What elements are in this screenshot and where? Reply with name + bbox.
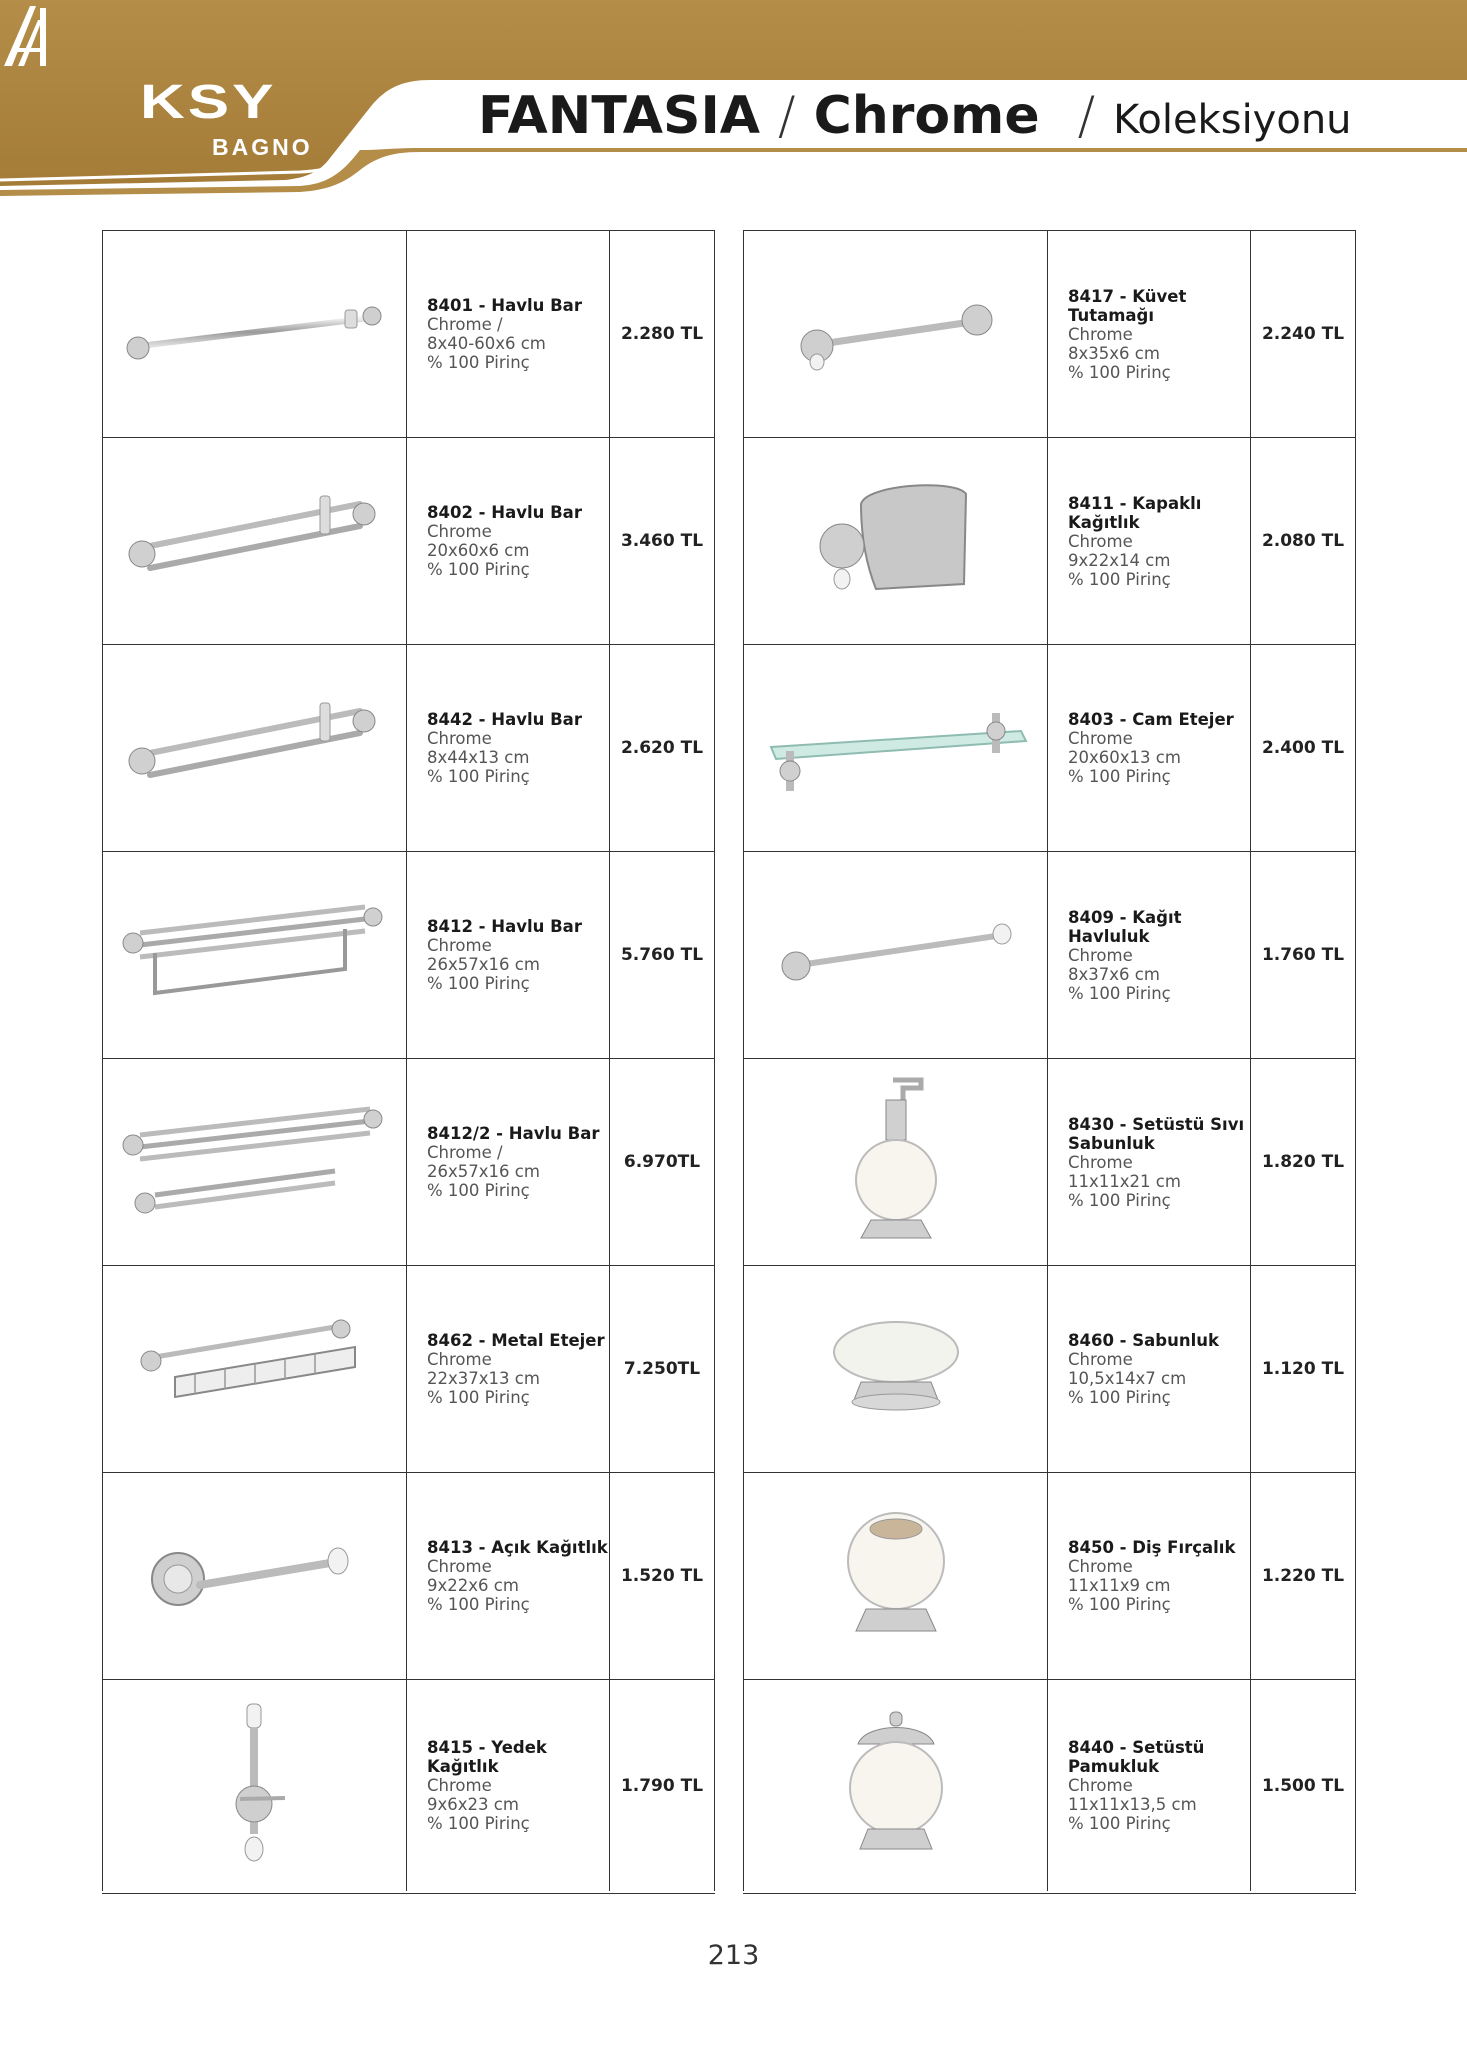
product-spec-line: Chrome bbox=[1068, 1152, 1133, 1172]
product-price: 3.460 TL bbox=[610, 438, 715, 644]
spare-paper-holder-icon bbox=[215, 1694, 295, 1878]
product-spec-line: % 100 Pirinç bbox=[427, 1814, 530, 1833]
product-name: 8411 - Kapaklı Kağıtlık bbox=[1068, 493, 1202, 532]
product-image-cell bbox=[743, 438, 1048, 644]
product-spec-line: Chrome bbox=[427, 1776, 492, 1795]
product-image-cell bbox=[102, 1473, 407, 1679]
brand-logo-a-icon bbox=[0, 0, 54, 72]
product-spec-line: Chrome / bbox=[427, 315, 503, 334]
title-finish: Chrome bbox=[813, 86, 1040, 146]
product-description-cell bbox=[407, 1680, 610, 1891]
product-description-cell bbox=[1048, 1473, 1251, 1679]
product-spec-line: 8x40-60x6 cm bbox=[427, 334, 546, 353]
product-image-cell bbox=[102, 1059, 407, 1265]
product-description-cell bbox=[407, 438, 610, 644]
product-row bbox=[743, 1473, 1356, 1680]
product-name: 8402 - Havlu Bar bbox=[427, 503, 582, 522]
product-name: 8413 - Açık Kağıtlık bbox=[427, 1538, 608, 1557]
product-spec-line: % 100 Pirinç bbox=[1068, 1388, 1171, 1407]
product-row bbox=[102, 438, 715, 645]
product-image-cell bbox=[102, 852, 407, 1058]
product-spec-line: % 100 Pirinç bbox=[427, 1388, 530, 1407]
product-spec-line: % 100 Pirinç bbox=[1068, 1190, 1171, 1210]
product-spec-line: 11x11x13,5 cm bbox=[1068, 1795, 1197, 1814]
metal-basket-shelf-icon bbox=[135, 1307, 375, 1431]
product-spec-line: Chrome bbox=[427, 522, 492, 541]
product-price: 5.760 TL bbox=[610, 852, 715, 1058]
towel-rack-double-icon bbox=[115, 1095, 395, 1229]
product-price: 2.620 TL bbox=[610, 645, 715, 851]
title-separator: / bbox=[1077, 86, 1096, 146]
product-spec-line: % 100 Pirinç bbox=[1068, 1595, 1171, 1614]
product-price: 2.280 TL bbox=[610, 231, 715, 437]
product-description-cell bbox=[1048, 231, 1251, 437]
product-spec-line: 11x11x9 cm bbox=[1068, 1576, 1171, 1595]
page-number: 213 bbox=[707, 1940, 760, 1971]
product-row bbox=[102, 1266, 715, 1473]
product-name: 8412 - Havlu Bar bbox=[427, 917, 582, 936]
product-price: 2.400 TL bbox=[1251, 645, 1356, 851]
product-image-cell bbox=[743, 852, 1048, 1058]
cotton-jar-icon bbox=[836, 1704, 956, 1868]
product-row bbox=[743, 1680, 1356, 1891]
product-spec-line: Chrome bbox=[1068, 531, 1133, 551]
product-spec-line: Chrome bbox=[1068, 1350, 1133, 1369]
product-spec-line: Chrome bbox=[1068, 1557, 1133, 1576]
product-price: 1.520 TL bbox=[610, 1473, 715, 1679]
product-spec-line: % 100 Pirinç bbox=[427, 1595, 530, 1614]
product-spec-line: % 100 Pirinç bbox=[1068, 983, 1171, 1003]
product-spec-line: Chrome bbox=[1068, 729, 1133, 748]
open-paper-holder-icon bbox=[140, 1529, 370, 1623]
product-price: 1.120 TL bbox=[1251, 1266, 1356, 1472]
product-description-cell bbox=[1048, 852, 1251, 1058]
product-description-cell bbox=[407, 645, 610, 851]
product-description-cell bbox=[407, 231, 610, 437]
product-image-cell bbox=[743, 1680, 1048, 1891]
product-spec-line: 8x37x6 cm bbox=[1068, 964, 1160, 984]
product-name: 8417 - Küvet Tutamağı bbox=[1068, 286, 1187, 325]
product-description-cell bbox=[407, 1059, 610, 1265]
product-spec-line: % 100 Pirinç bbox=[427, 353, 530, 372]
product-image-cell bbox=[102, 231, 407, 437]
brand-logo: KSY bbox=[140, 74, 277, 129]
product-name: 8412/2 - Havlu Bar bbox=[427, 1124, 600, 1143]
product-row bbox=[102, 231, 715, 438]
soap-dispenser-icon bbox=[841, 1070, 951, 1254]
product-spec-line: 10,5x14x7 cm bbox=[1068, 1369, 1187, 1388]
product-image-cell bbox=[743, 231, 1048, 437]
product-description-cell bbox=[407, 1473, 610, 1679]
glass-shelf-icon bbox=[756, 691, 1036, 805]
towel-bar-single-icon bbox=[120, 292, 390, 376]
product-row bbox=[743, 852, 1356, 1059]
product-price: 2.080 TL bbox=[1251, 438, 1356, 644]
product-table-left bbox=[102, 230, 715, 1894]
product-name: 8442 - Havlu Bar bbox=[427, 710, 582, 729]
product-spec-line: Chrome bbox=[1068, 945, 1133, 965]
brand-logo-sub: BAGNO bbox=[212, 134, 313, 160]
product-description-cell bbox=[1048, 1680, 1251, 1891]
title-separator: / bbox=[778, 86, 796, 146]
product-spec-line: % 100 Pirinç bbox=[427, 560, 530, 579]
product-spec-line: % 100 Pirinç bbox=[1068, 362, 1171, 382]
product-name: 8450 - Diş Fırçalık bbox=[1068, 1538, 1236, 1557]
product-spec-line: % 100 Pirinç bbox=[1068, 569, 1171, 589]
product-image-cell bbox=[743, 645, 1048, 851]
product-spec-line: 8x35x6 cm bbox=[1068, 343, 1160, 363]
product-spec-line: 20x60x6 cm bbox=[427, 541, 530, 560]
product-spec-line: % 100 Pirinç bbox=[1068, 1814, 1171, 1833]
product-spec-line: Chrome bbox=[1068, 324, 1133, 344]
product-name: 8415 - Yedek Kağıtlık bbox=[427, 1738, 547, 1776]
product-name: 8403 - Cam Etejer bbox=[1068, 710, 1234, 729]
product-price: 1.220 TL bbox=[1251, 1473, 1356, 1679]
product-row bbox=[743, 645, 1356, 852]
product-spec-line: 20x60x13 cm bbox=[1068, 748, 1181, 767]
product-spec-line: 26x57x16 cm bbox=[427, 955, 540, 974]
product-spec-line: % 100 Pirinç bbox=[427, 767, 530, 786]
product-image-cell bbox=[743, 1266, 1048, 1472]
product-image-cell bbox=[743, 1059, 1048, 1265]
product-price: 1.760 TL bbox=[1251, 852, 1356, 1058]
product-spec-line: % 100 Pirinç bbox=[1068, 767, 1171, 786]
product-spec-line: % 100 Pirinç bbox=[427, 974, 530, 993]
product-name: 8462 - Metal Etejer bbox=[427, 1331, 605, 1350]
product-row bbox=[743, 438, 1356, 645]
product-description-cell bbox=[1048, 645, 1251, 851]
product-description-cell bbox=[1048, 438, 1251, 644]
product-spec-line: Chrome bbox=[427, 729, 492, 748]
product-row bbox=[102, 1473, 715, 1680]
product-name: 8430 - Setüstü Sıvı Sabunluk bbox=[1068, 1114, 1245, 1153]
product-spec-line: Chrome bbox=[427, 936, 492, 955]
product-row bbox=[102, 1680, 715, 1891]
product-name: 8409 - Kağıt Havluluk bbox=[1068, 907, 1182, 946]
product-price: 1.790 TL bbox=[610, 1680, 715, 1891]
product-price: 1.500 TL bbox=[1251, 1680, 1356, 1891]
toothbrush-holder-icon bbox=[836, 1499, 956, 1653]
product-name: 8440 - Setüstü Pamukluk bbox=[1068, 1738, 1205, 1776]
paper-towel-holder-icon bbox=[766, 918, 1026, 992]
product-spec-line: Chrome bbox=[427, 1350, 492, 1369]
towel-bar-double-icon bbox=[120, 484, 390, 598]
product-name: 8460 - Sabunluk bbox=[1068, 1331, 1219, 1350]
towel-bar-double-icon bbox=[120, 691, 390, 805]
product-image-cell bbox=[102, 1680, 407, 1891]
product-image-cell bbox=[743, 1473, 1048, 1679]
title-collection: FANTASIA bbox=[478, 86, 761, 146]
product-spec-line: Chrome bbox=[427, 1557, 492, 1576]
product-description-cell bbox=[407, 1266, 610, 1472]
product-spec-line: 9x22x6 cm bbox=[427, 1576, 519, 1595]
product-spec-line: Chrome / bbox=[427, 1143, 503, 1162]
product-row bbox=[102, 852, 715, 1059]
product-row bbox=[102, 1059, 715, 1266]
product-spec-line: 26x57x16 cm bbox=[427, 1162, 540, 1181]
product-image-cell bbox=[102, 1266, 407, 1472]
bath-grab-bar-icon bbox=[781, 292, 1011, 376]
product-table-right bbox=[743, 230, 1356, 1894]
product-description-cell bbox=[407, 852, 610, 1058]
product-description-cell bbox=[1048, 1059, 1251, 1265]
product-spec-line: % 100 Pirinç bbox=[427, 1181, 530, 1200]
product-price: 2.240 TL bbox=[1251, 231, 1356, 437]
towel-rack-icon bbox=[115, 893, 395, 1017]
product-image-cell bbox=[102, 645, 407, 851]
product-image-cell bbox=[102, 438, 407, 644]
product-spec-line: 9x6x23 cm bbox=[427, 1795, 519, 1814]
title-suffix: Koleksiyonu bbox=[1113, 97, 1352, 143]
product-name: 8401 - Havlu Bar bbox=[427, 296, 582, 315]
product-price: 1.820 TL bbox=[1251, 1059, 1356, 1265]
product-spec-line: 11x11x21 cm bbox=[1068, 1171, 1181, 1191]
product-row bbox=[102, 645, 715, 852]
soap-dish-icon bbox=[816, 1312, 976, 1426]
page-header bbox=[0, 0, 1467, 200]
covered-paper-holder-icon bbox=[806, 464, 986, 618]
product-spec-line: 22x37x13 cm bbox=[427, 1369, 540, 1388]
page-title bbox=[478, 86, 1352, 156]
product-row bbox=[743, 231, 1356, 438]
product-description-cell bbox=[1048, 1266, 1251, 1472]
product-spec-line: Chrome bbox=[1068, 1776, 1133, 1795]
product-price: 7.250TL bbox=[610, 1266, 715, 1472]
product-price: 6.970TL bbox=[610, 1059, 715, 1265]
product-spec-line: 8x44x13 cm bbox=[427, 748, 530, 767]
product-row bbox=[743, 1266, 1356, 1473]
product-row bbox=[743, 1059, 1356, 1266]
product-spec-line: 9x22x14 cm bbox=[1068, 550, 1171, 570]
